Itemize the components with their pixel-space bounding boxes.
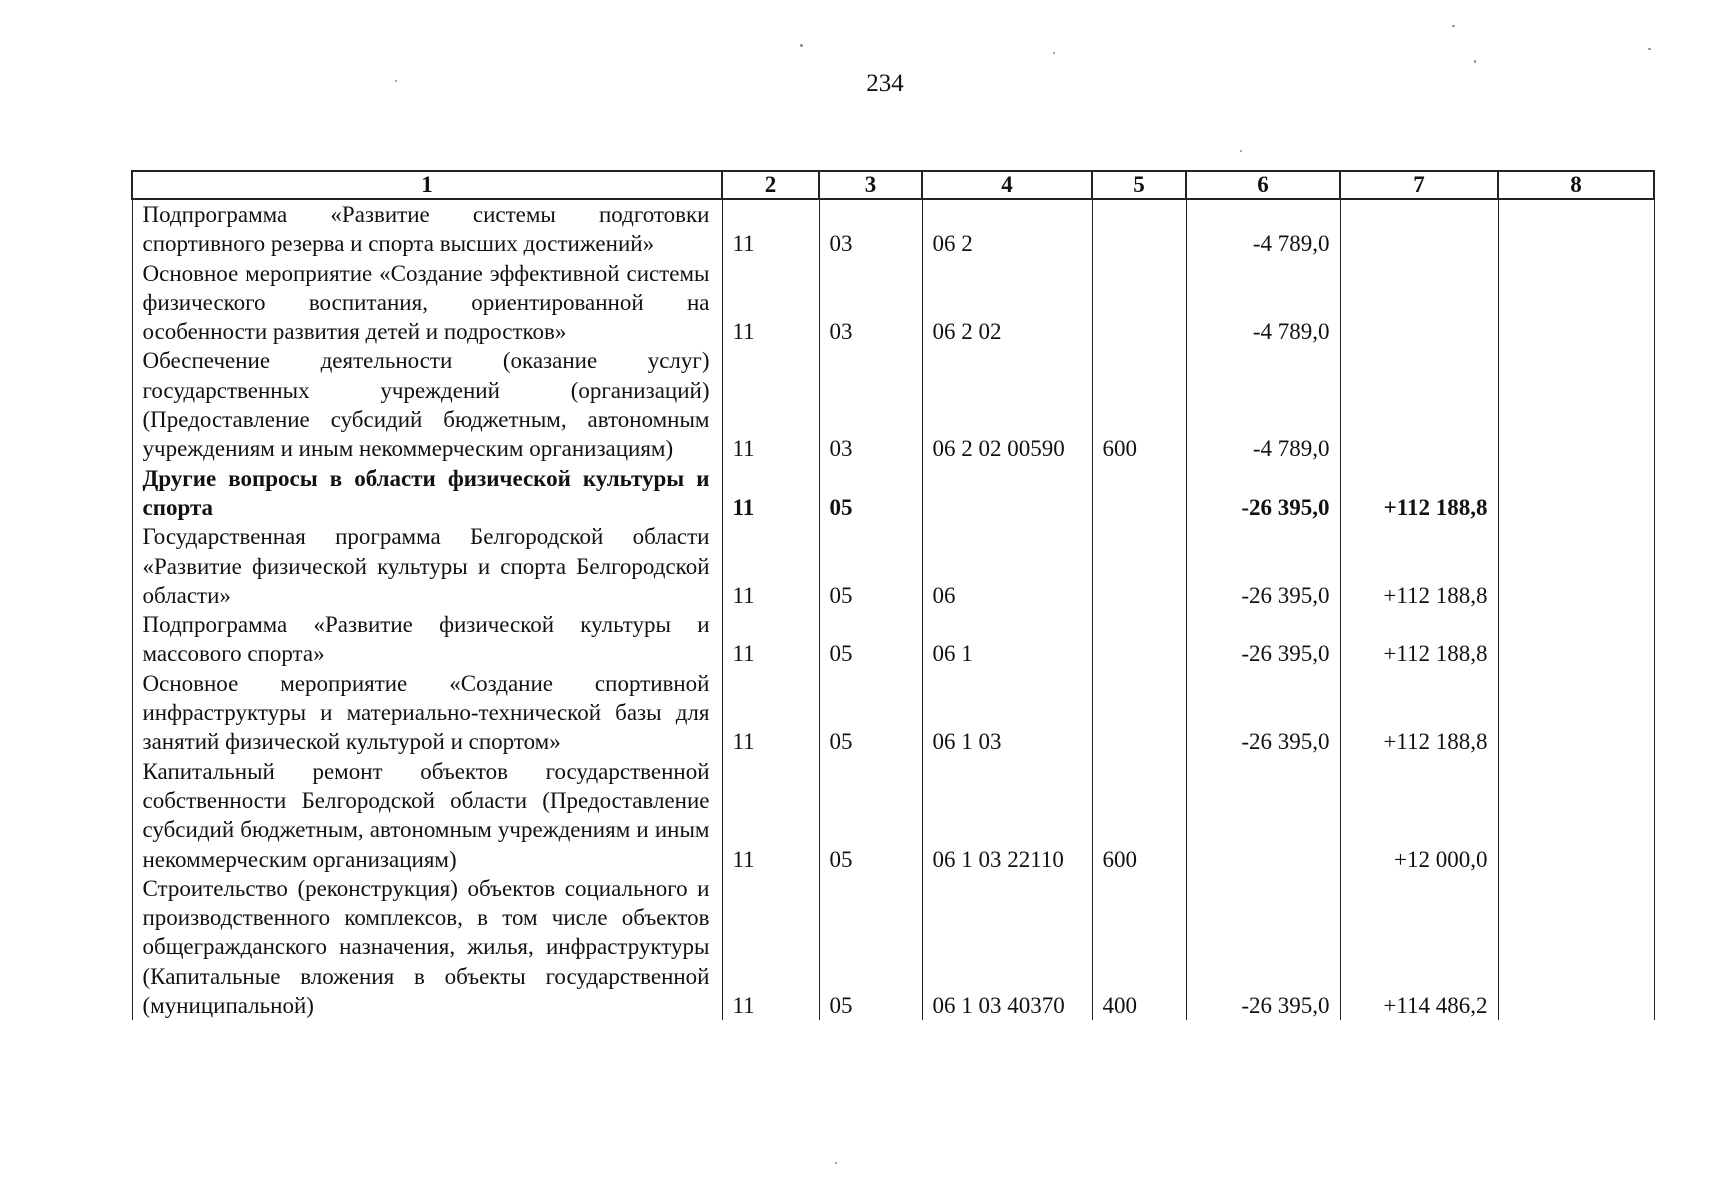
section-code-cell: 11: [722, 874, 819, 1020]
expense-type-cell: [1092, 464, 1186, 523]
page-number: 234: [866, 70, 904, 97]
scan-speck: [1452, 25, 1455, 27]
change-amount-cell: -26 395,0: [1186, 464, 1340, 523]
scan-speck: [835, 1162, 837, 1164]
column-8-cell: [1498, 522, 1654, 610]
table-header-row: [132, 171, 1654, 199]
change-amount-cell: -26 395,0: [1186, 522, 1340, 610]
row-name-cell: Капитальный ремонт объектов государственной собственности Белгородской области (Предоставление субсидий бюджетным, автономным учреждениям и иным некоммерческим организациям): [132, 757, 722, 874]
column-8-cell: [1498, 346, 1654, 463]
expense-type-cell: [1092, 669, 1186, 757]
scan-speck: [1053, 52, 1055, 54]
expense-type-cell: 400: [1092, 874, 1186, 1020]
column-header: 3: [819, 171, 922, 199]
column-header: 5: [1092, 171, 1186, 199]
column-8-cell: [1498, 199, 1654, 259]
column-8-cell: [1498, 610, 1654, 669]
additional-amount-cell: [1340, 199, 1498, 259]
target-article-cell: 06: [922, 522, 1092, 610]
row-name-cell: Строительство (реконструкция) объектов социального и производственного комплексов, в том числе объектов общегражданского назначения, жилья, инфраструктуры (Капитальные вложения в объекты государственной (муниципальной): [132, 874, 722, 1020]
target-article-cell: 06 1 03 40370: [922, 874, 1092, 1020]
scan-speck: [395, 80, 397, 82]
subsection-code-cell: 05: [819, 610, 922, 669]
subsection-code-cell: 05: [819, 874, 922, 1020]
section-code-cell: 11: [722, 259, 819, 347]
table-row: [132, 757, 1654, 874]
row-name-cell: Подпрограмма «Развитие физической культуры и массового спорта»: [132, 610, 722, 669]
table-row: [132, 346, 1654, 463]
column-header: 6: [1186, 171, 1340, 199]
target-article-cell: 06 2 02 00590: [922, 346, 1092, 463]
table-row: [132, 669, 1654, 757]
column-8-cell: [1498, 669, 1654, 757]
section-code-cell: 11: [722, 669, 819, 757]
subsection-code-cell: 05: [819, 522, 922, 610]
target-article-cell: 06 2 02: [922, 259, 1092, 347]
additional-amount-cell: [1340, 346, 1498, 463]
additional-amount-cell: +112 188,8: [1340, 464, 1498, 523]
scan-speck: [1240, 150, 1242, 152]
expense-type-cell: [1092, 522, 1186, 610]
table-row: [132, 199, 1654, 259]
table-row: [132, 610, 1654, 669]
subsection-code-cell: 03: [819, 346, 922, 463]
change-amount-cell: -26 395,0: [1186, 669, 1340, 757]
row-name-cell: Государственная программа Белгородской области «Развитие физической культуры и спорта Белгородской области»: [132, 522, 722, 610]
expense-type-cell: [1092, 610, 1186, 669]
table-row: [132, 259, 1654, 347]
change-amount-cell: -4 789,0: [1186, 199, 1340, 259]
subsection-code-cell: 05: [819, 757, 922, 874]
column-header: 2: [722, 171, 819, 199]
target-article-cell: [922, 464, 1092, 523]
column-header: 4: [922, 171, 1092, 199]
table-body: [132, 199, 1654, 1020]
target-article-cell: 06 2: [922, 199, 1092, 259]
change-amount-cell: [1186, 757, 1340, 874]
section-code-cell: 11: [722, 610, 819, 669]
section-code-cell: 11: [722, 199, 819, 259]
subsection-code-cell: 03: [819, 199, 922, 259]
expense-type-cell: 600: [1092, 346, 1186, 463]
expense-type-cell: [1092, 199, 1186, 259]
expense-type-cell: [1092, 259, 1186, 347]
table-row: [132, 522, 1654, 610]
subsection-code-cell: 05: [819, 669, 922, 757]
change-amount-cell: -4 789,0: [1186, 259, 1340, 347]
column-8-cell: [1498, 757, 1654, 874]
target-article-cell: 06 1 03 22110: [922, 757, 1092, 874]
subsection-code-cell: 05: [819, 464, 922, 523]
change-amount-cell: -26 395,0: [1186, 874, 1340, 1020]
section-code-cell: 11: [722, 757, 819, 874]
row-name-cell: Другие вопросы в области физической культуры и спорта: [132, 464, 722, 523]
row-name-cell: Основное мероприятие «Создание спортивной инфраструктуры и материально-технической базы для занятий физической культурой и спортом»: [132, 669, 722, 757]
row-name-cell: Основное мероприятие «Создание эффективной системы физического воспитания, ориентированной на особенности развития детей и подростков»: [132, 259, 722, 347]
scan-speck: [800, 44, 803, 47]
additional-amount-cell: +12 000,0: [1340, 757, 1498, 874]
column-header: 7: [1340, 171, 1498, 199]
scan-speck: [1474, 60, 1476, 63]
additional-amount-cell: +112 188,8: [1340, 669, 1498, 757]
subsection-code-cell: 03: [819, 259, 922, 347]
column-header: 8: [1498, 171, 1654, 199]
section-code-cell: 11: [722, 346, 819, 463]
table-row: [132, 874, 1654, 1020]
budget-table-container: [131, 170, 1653, 1020]
budget-table: [131, 170, 1655, 1020]
target-article-cell: 06 1 03: [922, 669, 1092, 757]
column-8-cell: [1498, 874, 1654, 1020]
row-name-cell: Подпрограмма «Развитие системы подготовки спортивного резерва и спорта высших достижений»: [132, 199, 722, 259]
table-row: [132, 464, 1654, 523]
additional-amount-cell: +114 486,2: [1340, 874, 1498, 1020]
column-8-cell: [1498, 259, 1654, 347]
additional-amount-cell: +112 188,8: [1340, 522, 1498, 610]
section-code-cell: 11: [722, 464, 819, 523]
scan-speck: [1648, 48, 1651, 50]
change-amount-cell: -4 789,0: [1186, 346, 1340, 463]
additional-amount-cell: +112 188,8: [1340, 610, 1498, 669]
target-article-cell: 06 1: [922, 610, 1092, 669]
expense-type-cell: 600: [1092, 757, 1186, 874]
row-name-cell: Обеспечение деятельности (оказание услуг) государственных учреждений (организаций) (Предоставление субсидий бюджетным, автономным учреждениям и иным некоммерческим организациям): [132, 346, 722, 463]
additional-amount-cell: [1340, 259, 1498, 347]
column-header: 1: [132, 171, 722, 199]
section-code-cell: 11: [722, 522, 819, 610]
column-8-cell: [1498, 464, 1654, 523]
change-amount-cell: -26 395,0: [1186, 610, 1340, 669]
